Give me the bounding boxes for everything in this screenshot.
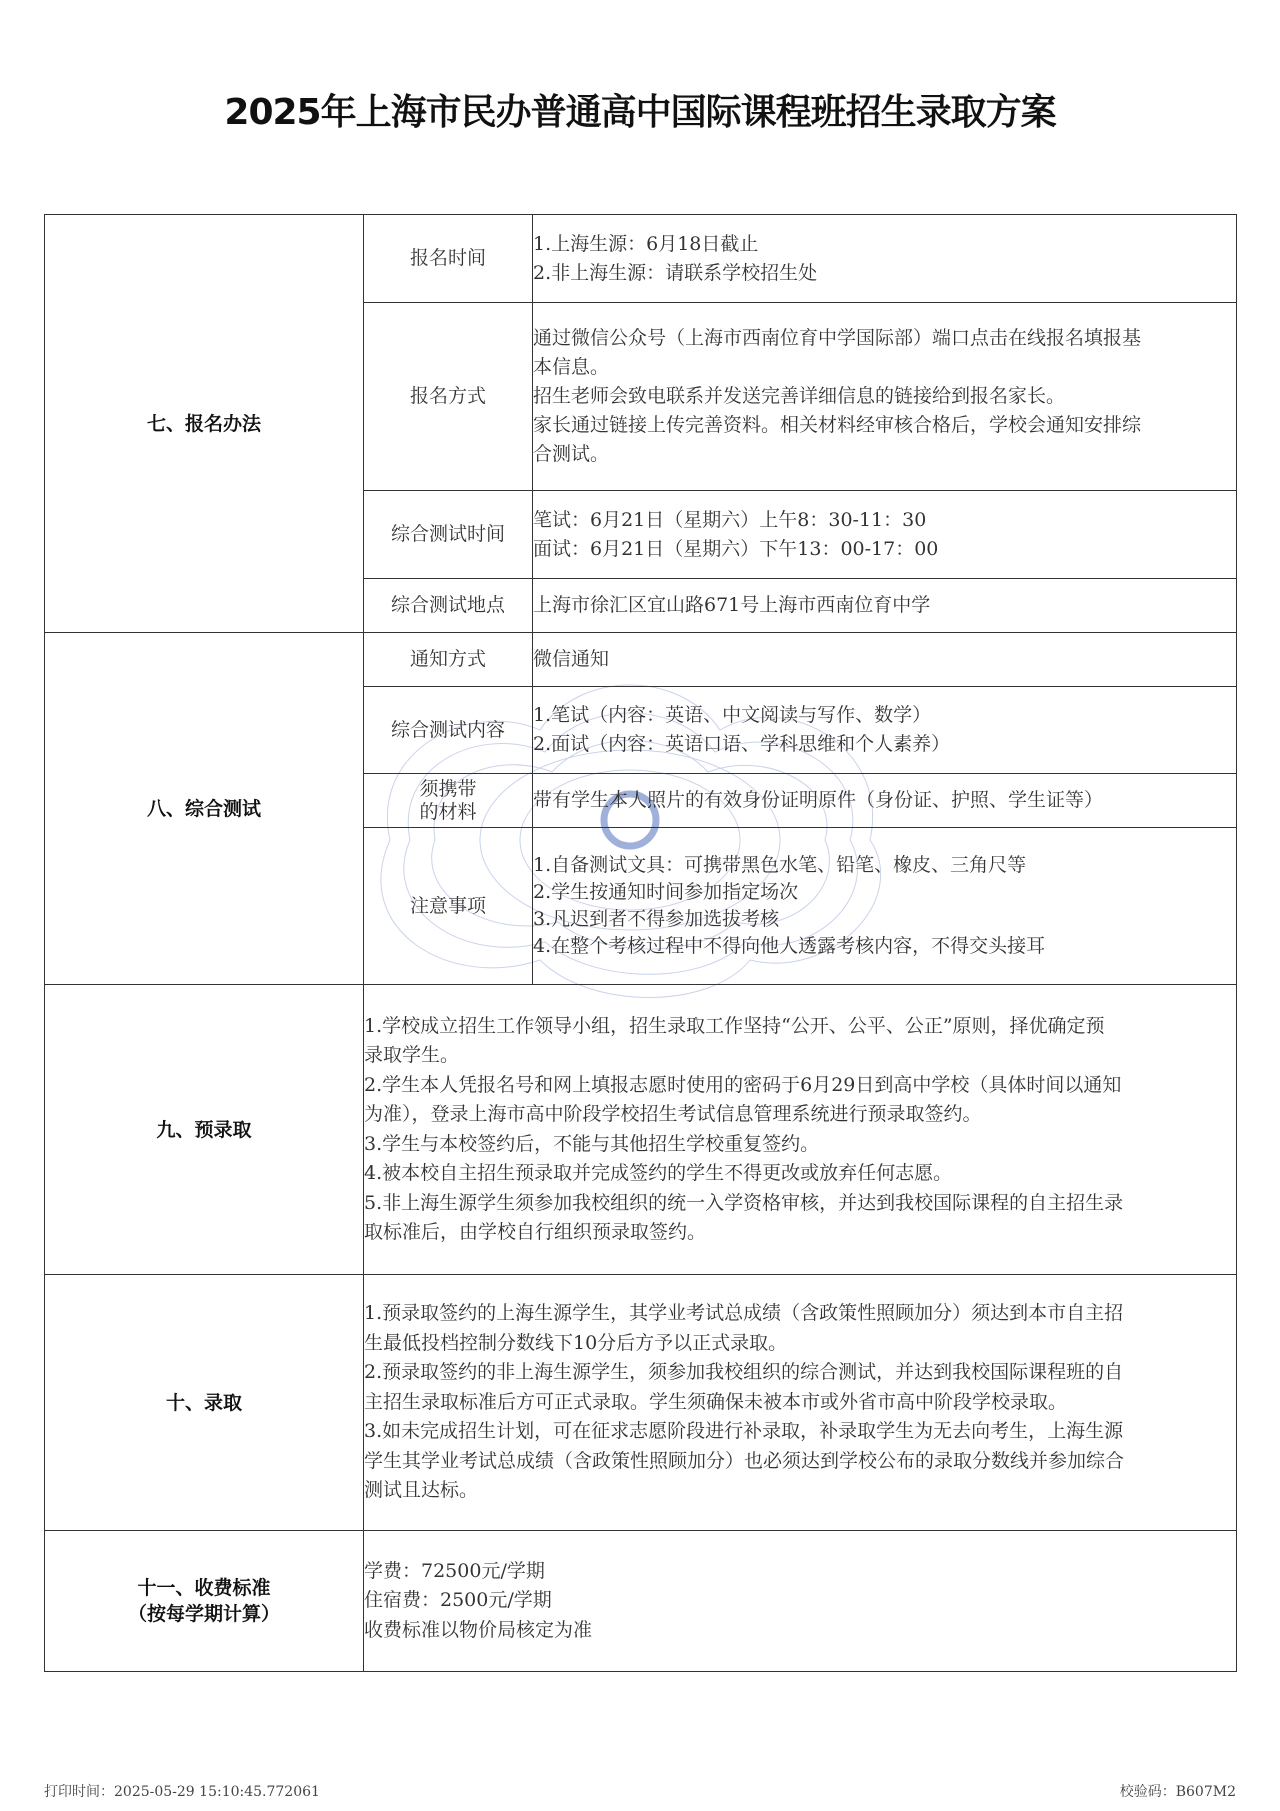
- page-title: 2025年上海市民办普通高中国际课程班招生录取方案: [224, 92, 1056, 133]
- content-registration-method: 通过微信公众号（上海市西南位育中学国际部）端口点击在线报名填报基 本信息。 招生老师会致电联系并发送完善详细信息的链接给到报名家长。 家长通过链接上传完善资料。相关材料经审核合格后，学校会通知安排综 合测试。: [533, 303, 1237, 491]
- content-pre-admission: 1.学校成立招生工作领导小组，招生录取工作坚持“公开、公平、公正”原则，择优确定预 录取学生。 2.学生本人凭报名号和网上填报志愿时使用的密码于6月29日到高中学校（具体时间以通知 为准），登录上海市高中阶段学校招生考试信息管理系统进行预录取签约。 3.学生与本校签约后，不能与其他招生学校重复签约。 4.被本校自主招生预录取并完成签约的学生不得更改或放弃任何志愿。 5.非上海生源学生须参加我校组织的统一入学资格审核，并达到我校国际课程的自主招生录 取标准后，由学校自行组织预录取签约。: [364, 985, 1237, 1275]
- content-required-materials: 带有学生本人照片的有效身份证明原件（身份证、护照、学生证等）: [533, 774, 1237, 828]
- content-test-location: 上海市徐汇区宜山路671号上海市西南位育中学: [533, 579, 1237, 633]
- print-time: 打印时间：2025-05-29 15:10:45.772061: [44, 1784, 320, 1800]
- section-title-registration: 七、报名办法: [45, 215, 364, 633]
- admission-table: [44, 214, 1237, 1672]
- content-fees: 学费：72500元/学期 住宿费：2500元/学期 收费标准以物价局核定为准: [364, 1531, 1237, 1672]
- label-registration-method: 报名方式: [364, 303, 533, 491]
- label-notification-method: 通知方式: [364, 633, 533, 687]
- label-required-materials: 须携带 的材料: [364, 774, 533, 828]
- content-admission: 1.预录取签约的上海生源学生，其学业考试总成绩（含政策性照顾加分）须达到本市自主招 生最低投档控制分数线下10分后方予以正式录取。 2.预录取签约的非上海生源学生，须参加我校组织的综合测试，并达到我校国际课程班的自 主招生录取标准后方可正式录取。学生须确保未被本市或外省市高中阶段学校录取。 3.如未完成招生计划，可在征求志愿阶段进行补录取，补录取学生为无去向考生，上海生源 学生其学业考试总成绩（含政策性照顾加分）也必须达到学校公布的录取分数线并参加综合 测试且达标。: [364, 1275, 1237, 1531]
- section-title-fees: 十一、收费标准 （按每学期计算）: [45, 1531, 364, 1672]
- section-title-admission: 十、录取: [45, 1275, 364, 1531]
- label-registration-time: 报名时间: [364, 215, 533, 303]
- content-notification-method: 微信通知: [533, 633, 1237, 687]
- section-title-comprehensive-test: 八、综合测试: [45, 633, 364, 985]
- verify-code: 校验码：B607M2: [1119, 1784, 1236, 1800]
- label-notes: 注意事项: [364, 828, 533, 985]
- label-test-time: 综合测试时间: [364, 491, 533, 579]
- section-title-pre-admission: 九、预录取: [45, 985, 364, 1275]
- content-test-time: 笔试：6月21日（星期六）上午8：30-11：30 面试：6月21日（星期六）下午13：00-17：00: [533, 491, 1237, 579]
- content-registration-time: 1.上海生源：6月18日截止 2.非上海生源：请联系学校招生处: [533, 215, 1237, 303]
- label-test-location: 综合测试地点: [364, 579, 533, 633]
- content-notes: 1.自备测试文具：可携带黑色水笔、铅笔、橡皮、三角尺等 2.学生按通知时间参加指定场次 3.凡迟到者不得参加选拔考核 4.在整个考核过程中不得向他人透露考核内容，不得交头接耳: [533, 828, 1237, 985]
- content-test-content: 1.笔试（内容：英语、中文阅读与写作、数学） 2.面试（内容：英语口语、学科思维和个人素养）: [533, 687, 1237, 774]
- label-test-content: 综合测试内容: [364, 687, 533, 774]
